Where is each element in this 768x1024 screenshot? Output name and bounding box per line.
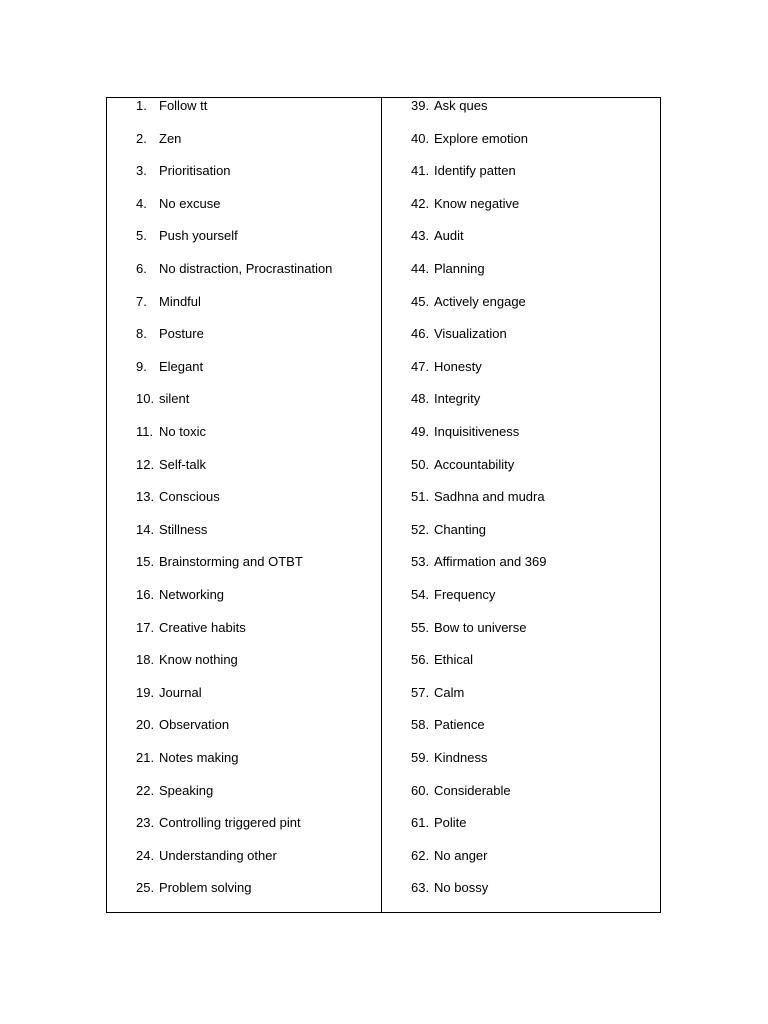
item-number: 58. bbox=[411, 717, 430, 733]
item-text: Self-talk bbox=[159, 456, 206, 472]
item-number: 50. bbox=[411, 456, 430, 472]
item-text: Brainstorming and OTBT bbox=[159, 554, 303, 570]
list-item bbox=[107, 424, 381, 444]
item-text: Ethical bbox=[434, 652, 474, 668]
right-column bbox=[382, 98, 660, 912]
list-item bbox=[107, 163, 381, 183]
list-item bbox=[107, 261, 381, 281]
list-item bbox=[382, 522, 660, 542]
item-text: Know nothing bbox=[159, 652, 238, 668]
item-text: Push yourself bbox=[159, 228, 238, 244]
item-number: 56. bbox=[411, 652, 430, 668]
item-number: 42. bbox=[411, 195, 430, 211]
list-item bbox=[107, 131, 381, 151]
item-number: 47. bbox=[411, 358, 430, 374]
item-number: 52. bbox=[411, 521, 430, 537]
item-number: 6. bbox=[136, 261, 147, 276]
list-item bbox=[107, 391, 381, 411]
item-text: Calm bbox=[434, 684, 465, 700]
item-number: 49. bbox=[411, 424, 430, 439]
item-number: 23. bbox=[136, 815, 155, 831]
list-item bbox=[382, 620, 660, 640]
item-number: 3. bbox=[136, 163, 147, 179]
list-item bbox=[107, 196, 381, 216]
item-text: Speaking bbox=[159, 782, 214, 798]
list-item bbox=[107, 554, 381, 574]
item-text: No anger bbox=[434, 847, 488, 863]
item-text: Elegant bbox=[159, 358, 204, 374]
item-text: Conscious bbox=[159, 489, 220, 505]
item-number: 43. bbox=[411, 228, 430, 244]
list-item bbox=[382, 294, 660, 314]
item-number: 1. bbox=[136, 98, 147, 113]
list-item bbox=[382, 359, 660, 379]
list-item bbox=[382, 163, 660, 183]
item-text: Follow tt bbox=[159, 98, 208, 113]
list-item bbox=[107, 522, 381, 542]
list-item bbox=[107, 848, 381, 868]
list-item bbox=[107, 652, 381, 672]
item-number: 14. bbox=[136, 521, 155, 537]
item-text: Chanting bbox=[434, 521, 487, 537]
list-item bbox=[107, 717, 381, 737]
item-text: Integrity bbox=[434, 391, 481, 407]
item-text: Notes making bbox=[159, 750, 239, 765]
list-item bbox=[107, 457, 381, 477]
list-item bbox=[382, 685, 660, 705]
item-text: Understanding other bbox=[159, 847, 277, 863]
item-number: 10. bbox=[136, 391, 155, 407]
item-text: Sadhna and mudra bbox=[434, 489, 545, 505]
item-number: 24. bbox=[136, 847, 155, 863]
item-number: 22. bbox=[136, 782, 155, 798]
item-number: 39. bbox=[411, 98, 430, 113]
list-item bbox=[107, 750, 381, 770]
habits-table bbox=[106, 97, 661, 913]
item-number: 5. bbox=[136, 228, 147, 244]
item-number: 20. bbox=[136, 717, 155, 733]
list-item bbox=[382, 228, 660, 248]
list-item bbox=[107, 620, 381, 640]
list-item bbox=[382, 131, 660, 151]
item-number: 25. bbox=[136, 880, 155, 896]
list-item bbox=[382, 815, 660, 835]
item-text: Planning bbox=[434, 261, 485, 276]
list-item bbox=[107, 587, 381, 607]
list-item bbox=[382, 391, 660, 411]
item-text: Mindful bbox=[159, 293, 201, 309]
item-number: 9. bbox=[136, 358, 147, 374]
item-number: 46. bbox=[411, 326, 430, 342]
item-text: Networking bbox=[159, 587, 225, 602]
list-item bbox=[107, 326, 381, 346]
list-item bbox=[382, 880, 660, 900]
item-number: 48. bbox=[411, 391, 430, 407]
item-text: Polite bbox=[434, 815, 467, 831]
list-item bbox=[382, 424, 660, 444]
item-text: Observation bbox=[159, 717, 230, 733]
item-number: 45. bbox=[411, 293, 430, 309]
item-text: Frequency bbox=[434, 587, 496, 602]
item-number: 21. bbox=[136, 750, 155, 765]
item-number: 41. bbox=[411, 163, 430, 179]
item-number: 13. bbox=[136, 489, 155, 505]
item-number: 57. bbox=[411, 684, 430, 700]
item-text: Journal bbox=[159, 684, 202, 700]
list-item bbox=[107, 98, 381, 118]
item-number: 15. bbox=[136, 554, 155, 570]
item-text: Visualization bbox=[434, 326, 507, 342]
item-number: 4. bbox=[136, 195, 147, 211]
item-number: 62. bbox=[411, 847, 430, 863]
item-text: Audit bbox=[434, 228, 464, 244]
item-text: Inquisitiveness bbox=[434, 424, 520, 439]
list-item bbox=[382, 196, 660, 216]
list-item bbox=[382, 750, 660, 770]
list-item bbox=[382, 457, 660, 477]
item-text: Accountability bbox=[434, 456, 515, 472]
list-item bbox=[107, 489, 381, 509]
item-number: 8. bbox=[136, 326, 147, 342]
list-item bbox=[107, 815, 381, 835]
item-text: Bow to universe bbox=[434, 619, 527, 635]
item-text: Zen bbox=[159, 130, 182, 146]
item-number: 11. bbox=[136, 424, 154, 439]
item-number: 54. bbox=[411, 587, 430, 602]
item-number: 63. bbox=[411, 880, 430, 896]
item-number: 60. bbox=[411, 782, 430, 798]
item-text: Considerable bbox=[434, 782, 511, 798]
list-item bbox=[107, 783, 381, 803]
list-item bbox=[382, 98, 660, 118]
item-text: Kindness bbox=[434, 750, 488, 765]
item-text: No bossy bbox=[434, 880, 489, 896]
item-number: 18. bbox=[136, 652, 155, 668]
list-item bbox=[382, 489, 660, 509]
item-number: 53. bbox=[411, 554, 430, 570]
item-text: Stillness bbox=[159, 521, 208, 537]
item-text: Identify patten bbox=[434, 163, 516, 179]
item-number: 51. bbox=[411, 489, 430, 505]
item-text: Controlling triggered pint bbox=[159, 815, 301, 831]
item-text: Affirmation and 369 bbox=[434, 554, 547, 570]
item-number: 59. bbox=[411, 750, 430, 765]
item-text: silent bbox=[159, 391, 190, 407]
list-item bbox=[107, 880, 381, 900]
item-number: 44. bbox=[411, 261, 430, 276]
item-text: No distraction, Procrastination bbox=[159, 261, 333, 276]
item-number: 17. bbox=[136, 619, 155, 635]
item-text: Explore emotion bbox=[434, 130, 528, 146]
list-item bbox=[382, 848, 660, 868]
list-item bbox=[382, 652, 660, 672]
item-text: Problem solving bbox=[159, 880, 252, 896]
list-item bbox=[382, 717, 660, 737]
item-text: Ask ques bbox=[434, 98, 488, 113]
list-item bbox=[107, 685, 381, 705]
list-item bbox=[107, 228, 381, 248]
item-number: 40. bbox=[411, 130, 430, 146]
item-number: 12. bbox=[136, 456, 155, 472]
list-item bbox=[382, 783, 660, 803]
list-item bbox=[382, 326, 660, 346]
item-number: 16. bbox=[136, 587, 155, 602]
list-item bbox=[382, 554, 660, 574]
list-item bbox=[382, 587, 660, 607]
list-item bbox=[107, 359, 381, 379]
item-number: 55. bbox=[411, 619, 430, 635]
item-number: 61. bbox=[411, 815, 430, 831]
item-text: Prioritisation bbox=[159, 163, 231, 179]
item-text: Honesty bbox=[434, 358, 482, 374]
item-text: Patience bbox=[434, 717, 485, 733]
item-text: No toxic bbox=[159, 424, 206, 439]
list-item bbox=[382, 261, 660, 281]
item-text: No excuse bbox=[159, 195, 221, 211]
item-number: 2. bbox=[136, 130, 147, 146]
left-column bbox=[107, 98, 382, 912]
item-text: Actively engage bbox=[434, 293, 526, 309]
item-text: Posture bbox=[159, 326, 204, 342]
item-text: Know negative bbox=[434, 195, 520, 211]
item-number: 19. bbox=[136, 684, 155, 700]
item-number: 7. bbox=[136, 293, 147, 309]
list-item bbox=[107, 294, 381, 314]
item-text: Creative habits bbox=[159, 619, 246, 635]
